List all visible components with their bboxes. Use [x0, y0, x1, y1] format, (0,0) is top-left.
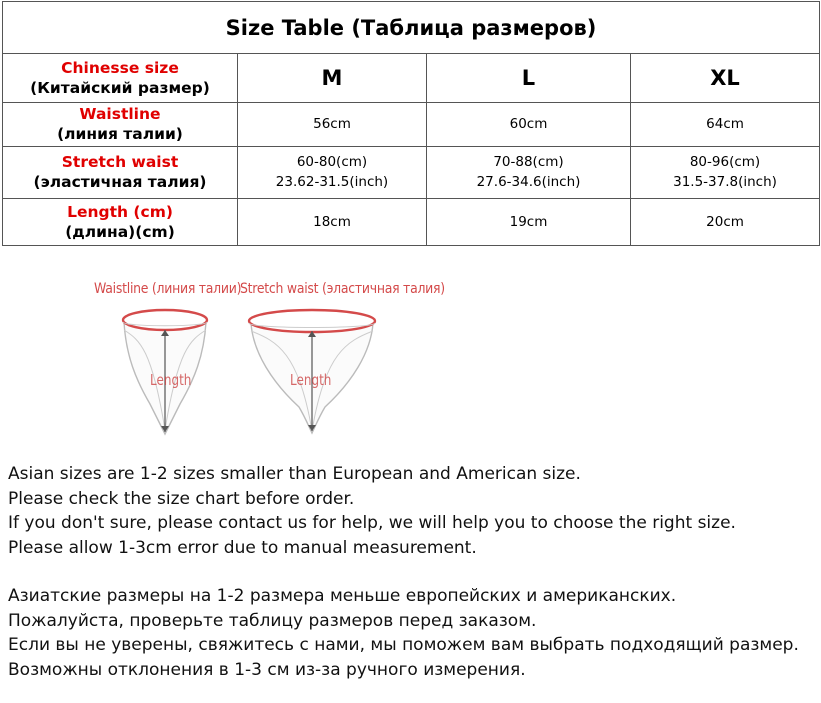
stretch-m-cm: 60-80(cm) [296, 154, 368, 171]
waistline-xl-cell [631, 102, 820, 146]
table-row-waistline [3, 102, 820, 146]
length-l-value: 19cm [509, 213, 548, 230]
table-header-row [3, 54, 820, 102]
length-label-en: Length (cm) [67, 202, 173, 221]
length-m-value: 18cm [313, 213, 351, 230]
table-row-stretch-waist [3, 147, 820, 198]
notes-english [8, 462, 736, 560]
brief-waistline-illustration [118, 300, 212, 440]
notes-russian [8, 584, 799, 682]
size-m-header: M [238, 54, 427, 102]
stretch-m-cell [238, 147, 427, 198]
stretch-xl-cell [631, 147, 820, 198]
stretch-waist-label-en: Stretch waist [61, 153, 179, 172]
size-l-header: L [427, 54, 631, 102]
stretch-l-cm: 70-88(cm) [493, 154, 564, 171]
waistline-label-en: Waistline [79, 105, 161, 124]
length-xl-cell [631, 198, 820, 245]
row-label-cell [3, 147, 238, 198]
stretch-l-cell [427, 147, 631, 198]
stretch-m-inch: 23.62-31.5(inch) [275, 174, 389, 191]
stretch-waist-figure-label: Stretch waist (эластичная талия) [240, 281, 445, 297]
waistline-l-value: 60cm [509, 116, 548, 133]
stretch-waist-length-label: Length [290, 371, 332, 389]
stretch-xl-cm: 80-96(cm) [689, 154, 761, 171]
size-xl-header: XL [631, 54, 820, 102]
waistline-label-ru: (линия талии) [57, 125, 183, 144]
stretch-l-inch: 27.6-34.6(inch) [476, 174, 581, 191]
waistline-l-cell [427, 102, 631, 146]
note-en-line: Please allow 1-3cm error due to manual measurement. [8, 537, 477, 558]
length-xl-value: 20cm [706, 213, 744, 230]
length-m-cell [238, 198, 427, 245]
waistline-m-cell [238, 102, 427, 146]
note-en-line: Asian sizes are 1-2 sizes smaller than European and American size. [8, 464, 581, 484]
waistline-m-value: 56cm [313, 116, 351, 133]
note-en-line: Please check the size chart before order. [8, 488, 355, 509]
note-ru-line: Азиатские размеры на 1-2 размера меньше европейских и американских. [8, 586, 677, 606]
waistline-xl-value: 64cm [706, 116, 744, 133]
length-label-ru: (длина)(cm) [65, 222, 175, 241]
note-ru-line: Если вы не уверены, свяжитесь с нами, мы поможем вам выбрать подходящий размер. [8, 635, 799, 655]
note-en-line: If you don't sure, please contact us for help, we will help you to choose the right size. [8, 513, 736, 533]
row-label-cell [3, 198, 238, 245]
length-l-cell [427, 198, 631, 245]
size-header-cell [3, 54, 238, 102]
waistline-length-label: Length [150, 371, 192, 389]
table-row-length [3, 198, 820, 245]
waistline-figure-label: Waistline (линия талии) [94, 281, 242, 297]
size-header-ru: (Китайский размер) [30, 79, 210, 98]
note-ru-line: Возможны отклонения в 1-3 см из-за ручного измерения. [8, 659, 526, 680]
size-header-en: Chinesse size [61, 59, 179, 78]
stretch-xl-inch: 31.5-37.8(inch) [673, 174, 777, 191]
note-ru-line: Пожалуйста, проверьте таблицу размеров перед заказом. [8, 610, 537, 631]
stretch-waist-label-ru: (эластичная талия) [33, 173, 207, 192]
table-title: Size Table (Таблица размеров) [3, 2, 820, 54]
size-table [2, 1, 820, 246]
row-label-cell [3, 102, 238, 146]
